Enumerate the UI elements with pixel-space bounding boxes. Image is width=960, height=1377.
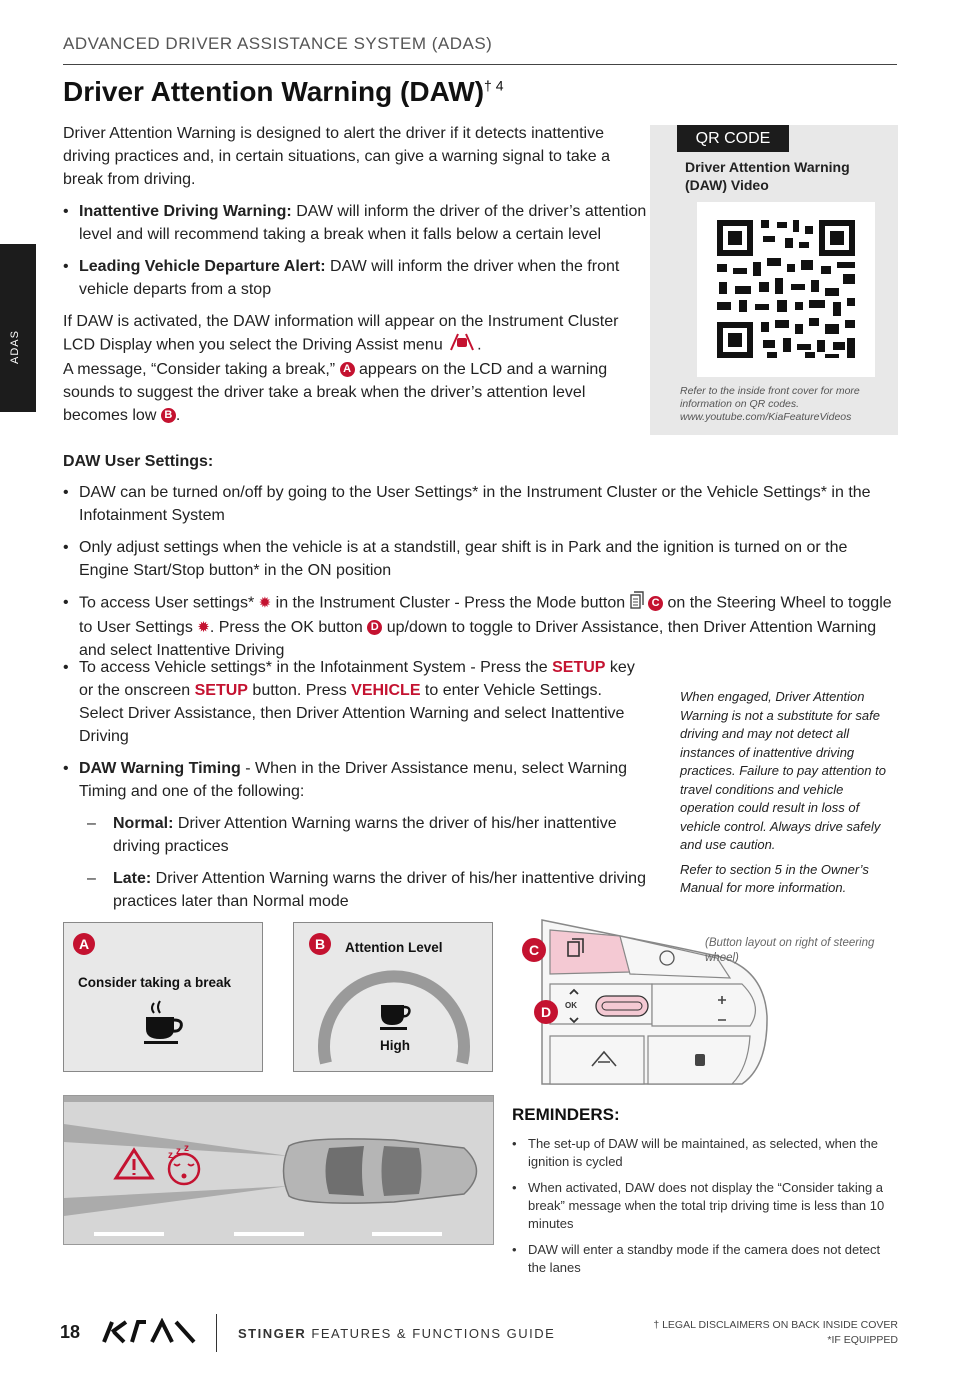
- callout-d-badge: D: [367, 620, 382, 635]
- break-message: Consider taking a break: [78, 975, 232, 990]
- title-superscript: † 4: [484, 77, 504, 94]
- intro-section: [63, 122, 653, 427]
- settings-section: [63, 450, 898, 671]
- bullet-text: DAW will inform the driver of the driver’s attention level and will recommend taking a break when it falls below a certain level: [79, 203, 647, 243]
- text-run: . Press the OK button: [209, 619, 368, 636]
- driving-assist-icon: [447, 333, 477, 358]
- header-rule: [63, 64, 897, 65]
- svg-text:z: z: [176, 1146, 181, 1157]
- bullet-text: DAW will inform the driver when the front vehicle departs from a stop: [79, 258, 620, 298]
- text-run: .: [175, 407, 181, 424]
- text-run: in the Instrument Cluster - Press the Mode button: [271, 594, 630, 612]
- callout-a-badge: A: [340, 362, 355, 377]
- list-item: [63, 255, 653, 301]
- text-run: A message, “Consider taking a break,”: [63, 361, 340, 378]
- intro-list: [63, 200, 653, 301]
- intro-paragraph: [63, 310, 653, 427]
- callout-c-badge: C: [648, 596, 663, 611]
- svg-text:z: z: [168, 1150, 173, 1161]
- caution-note: [680, 688, 898, 904]
- bullet-text: - When in the Driver Assistance menu, select Warning Timing and one of the following:: [79, 760, 627, 800]
- list-item: [73, 812, 648, 858]
- list-item: • The set-up of DAW will be maintained, as selected, when the ignition is cycled: [512, 1135, 897, 1171]
- intro-paragraph: Driver Attention Warning is designed to alert the driver if it detects inattentive driving practices and, in certain situations, can give a warning signal to take a break from driving.: [63, 125, 610, 188]
- list-item: [63, 757, 648, 803]
- qr-url[interactable]: www.youtube.com/KiaFeatureVideos: [680, 411, 852, 423]
- qr-title: Driver Attention Warning (DAW) Video: [685, 159, 850, 193]
- bullet-text: Driver Attention Warning warns the driver of his/her inattentive driving practices: [113, 815, 617, 855]
- setup-key-label: SETUP: [552, 659, 606, 676]
- attention-level-title: Attention Level: [345, 940, 443, 955]
- mode-button-icon: [630, 591, 644, 616]
- svg-text:z: z: [184, 1143, 189, 1154]
- text-run: key or the onscreen: [79, 659, 635, 699]
- text-run: on the Steering Wheel to toggle to User Settings: [79, 594, 892, 636]
- list-item: [63, 200, 653, 246]
- list-item: • Only adjust settings when the vehicle is at a standstill, gear shift is in Park and the ignition is turned on or the Engine Start/Stop button* in the ON position: [63, 536, 898, 582]
- manual-reference: Refer to section 5 in the Owner’s Manual for more information.: [680, 861, 869, 895]
- callout-a-badge: A: [73, 933, 95, 955]
- side-tab: [0, 244, 36, 412]
- bullet-label: DAW Warning Timing: [79, 760, 241, 777]
- bullet-label: Late:: [113, 870, 152, 887]
- callout-d-badge: D: [534, 1000, 558, 1024]
- road-illustration: [63, 1095, 494, 1245]
- page-title: [63, 76, 503, 108]
- list-item: [63, 591, 898, 662]
- page-number: 18: [60, 1322, 81, 1342]
- text-run: appears on the LCD and a warning sounds to suggest the driver take a break when the driver’s attention level becomes low: [63, 361, 608, 424]
- reminders-title: REMINDERS:: [512, 1105, 620, 1124]
- text-run: .: [477, 336, 482, 354]
- footer-brand: STINGER: [238, 1326, 307, 1341]
- cluster-display-b: [293, 922, 493, 1072]
- bullet-label: Inattentive Driving Warning:: [79, 203, 292, 220]
- list-item: • When activated, DAW does not display the “Consider taking a break” message when the total trip driving time is less than 10 minutes: [512, 1179, 897, 1233]
- vehicle-button-label: VEHICLE: [351, 682, 421, 699]
- car-on-road-icon: [64, 1096, 493, 1244]
- callout-c-badge: C: [522, 938, 546, 962]
- settings-heading: DAW User Settings:: [63, 453, 214, 470]
- setup-button-label: SETUP: [194, 682, 248, 699]
- coffee-cup-icon: [140, 999, 188, 1052]
- bullet-text: Driver Attention Warning warns the driver of his/her inattentive driving practices later than Normal mode: [113, 870, 646, 910]
- legal-disclaimer: † LEGAL DISCLAIMERS ON BACK INSIDE COVER: [653, 1319, 898, 1331]
- list-item: • DAW will enter a standby mode if the camera does not detect the lanes: [512, 1241, 897, 1277]
- qr-tab: QR CODE: [677, 125, 789, 152]
- qr-code-image[interactable]: [697, 202, 875, 377]
- coffee-cup-icon: [378, 999, 414, 1038]
- cluster-display-a: [63, 922, 263, 1072]
- bullet-label: Leading Vehicle Departure Alert:: [79, 258, 326, 275]
- bullet-label: Normal:: [113, 815, 174, 832]
- list-item: [63, 656, 648, 748]
- kia-logo-icon: [100, 1318, 198, 1351]
- attention-level-value: High: [380, 1038, 410, 1053]
- text-run: To access User settings*: [79, 594, 259, 612]
- qr-reference: [680, 385, 890, 424]
- page-title-text: Driver Attention Warning (DAW): [63, 76, 485, 107]
- caution-text: When engaged, Driver Attention Warning is not a substitute for safe driving and may not detect all instances of inattentive driving practices. Failure to pay attention to travel conditions and vehicle operation could result in loss of vehicle control. Always drive safely and use caution.: [680, 689, 886, 852]
- footer-guide-text: FEATURES & FUNCTIONS GUIDE: [311, 1326, 556, 1341]
- footer-guide-title: [238, 1326, 555, 1341]
- gear-icon: ✹: [197, 619, 210, 636]
- reminders-list: [512, 1135, 897, 1277]
- settings-list: [63, 481, 898, 662]
- text-run: up/down to toggle to Driver Assistance, then Driver Attention Warning and select Inattentive Driving: [79, 619, 877, 659]
- text-run: to enter Vehicle Settings. Select Driver Assistance, then Driver Attention Warning and select Inattentive Driving: [79, 682, 625, 745]
- text-run: If DAW is activated, the DAW information will appear on the Instrument Cluster LCD Display when you select the Driving Assist menu: [63, 313, 619, 354]
- list-item: [73, 867, 648, 913]
- footer-legal: [620, 1318, 898, 1348]
- section-header: ADVANCED DRIVER ASSISTANCE SYSTEM (ADAS): [63, 34, 493, 53]
- text-run: To access Vehicle settings* in the Infotainment System - Press the: [79, 659, 553, 676]
- gear-icon: ✹: [258, 594, 272, 612]
- qr-code-icon: [697, 202, 875, 377]
- list-item: • DAW can be turned on/off by going to the User Settings* in the Instrument Cluster or the Vehicle Settings* in the Infotainment System: [63, 481, 898, 527]
- text-run: button. Press: [247, 682, 352, 699]
- footer-divider: [216, 1314, 217, 1352]
- ok-button-label: OK: [565, 1001, 577, 1010]
- qr-reference-text: Refer to the inside front cover for more information on QR codes.: [680, 385, 860, 410]
- settings-section-continued: [63, 656, 648, 922]
- steering-caption: (Button layout on right of steering wheel): [705, 937, 875, 964]
- callout-b-badge: B: [309, 933, 331, 955]
- equipped-note: *IF EQUIPPED: [827, 1334, 898, 1346]
- settings-list: [63, 656, 648, 913]
- reminders-section: [512, 1105, 897, 1285]
- callout-b-badge: B: [161, 408, 176, 423]
- side-tab-label: ADAS: [9, 330, 21, 364]
